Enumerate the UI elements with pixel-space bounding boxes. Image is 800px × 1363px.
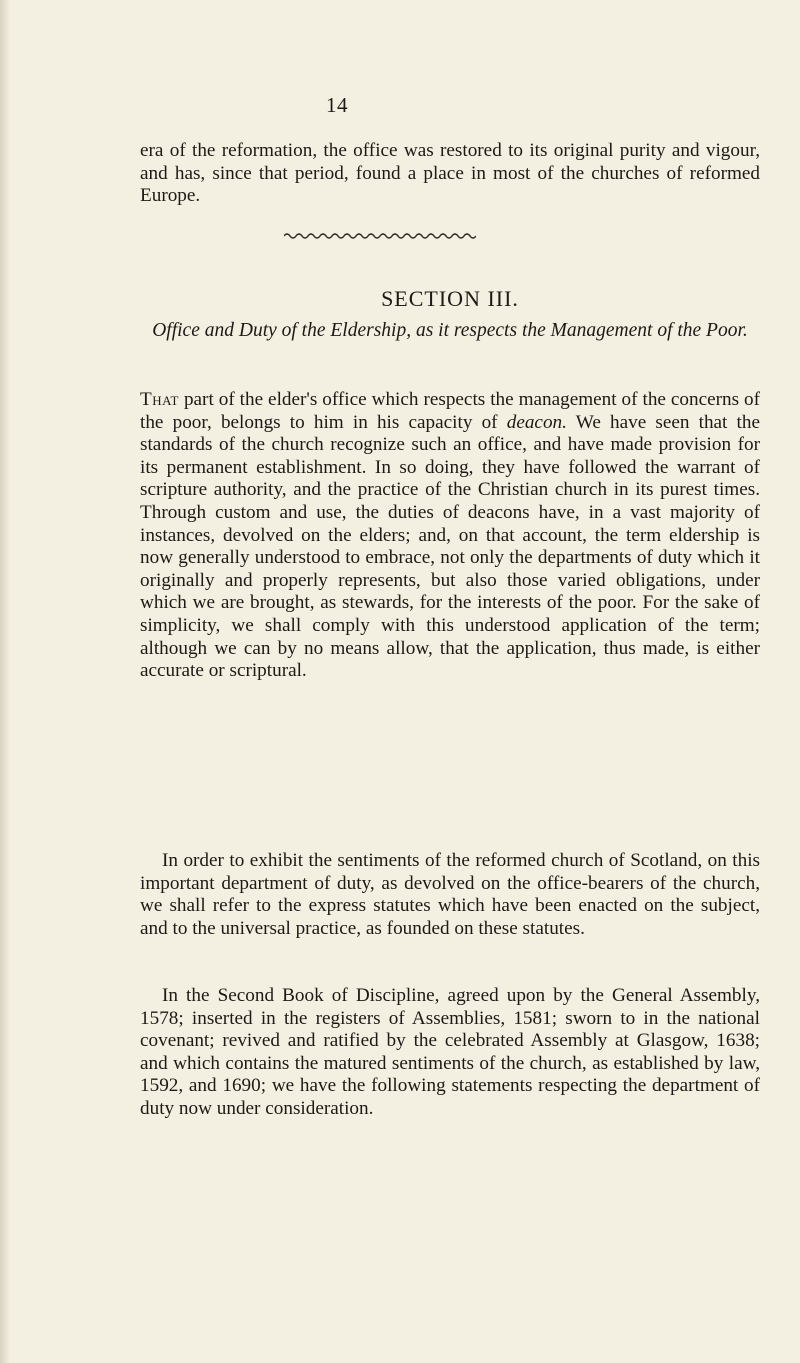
paragraph-1-lead: That: [140, 389, 179, 410]
ornamental-divider: [284, 232, 476, 240]
section-subtitle: Office and Duty of the Eldership, as it respects the Management of the Poor.: [152, 320, 748, 341]
page-edge: [0, 0, 10, 1363]
paragraph-1: [140, 389, 760, 683]
paragraph-3: In the Second Book of Discipline, agreed upon by the General Assembly, 1578; inserted in the registers of Assemblies, 1581; sworn to in the national covenant; revived and ratified by the celebrated Assembly at Glasgow, 1638; and which contains the matured sentiments of the church, as established by law, 1592, and 1690; we have the following statements respecting the department of duty now under consideration.: [140, 985, 760, 1119]
section-title: SECTION III.: [381, 286, 519, 311]
page-number: 14: [326, 93, 348, 117]
paragraph-1-text-a: part of the elder's office which respects the management of the concerns of the poor, belongs to him in his capacity of: [140, 389, 760, 433]
intro-paragraph: era of the reformation, the office was restored to its original purity and vigour, and has, since that period, found a place in most of the churches of reformed Europe.: [140, 140, 760, 207]
paragraph-1-text-b: We have seen that the standards of the church recognize such an office, and have made provision for its permanent establishment. In so doing, they have followed the warrant of scripture authority, and the practice of the Christian church in its purest times. Through custom and use, the duties of deacons have, in a vast majority of instances, devolved on the elders; and, on that account, the term eldership is now generally understood to embrace, not only the departments of duty which it originally and properly represents, but also those varied obligations, under which we are brought, as stewards, for the interests of the poor. For the sake of simplicity, we shall comply with this understood application of the term; although we can by no means allow, that the application, thus made, is either accurate or scriptural.: [140, 411, 760, 682]
paragraph-1-italic: deacon.: [506, 411, 567, 433]
paragraph-2: In order to exhibit the sentiments of the reformed church of Scotland, on this important department of duty, as devolved on the office-bearers of the church, we shall refer to the express statutes which have been enacted on the subject, and to the universal practice, as founded on these statutes.: [140, 850, 760, 939]
